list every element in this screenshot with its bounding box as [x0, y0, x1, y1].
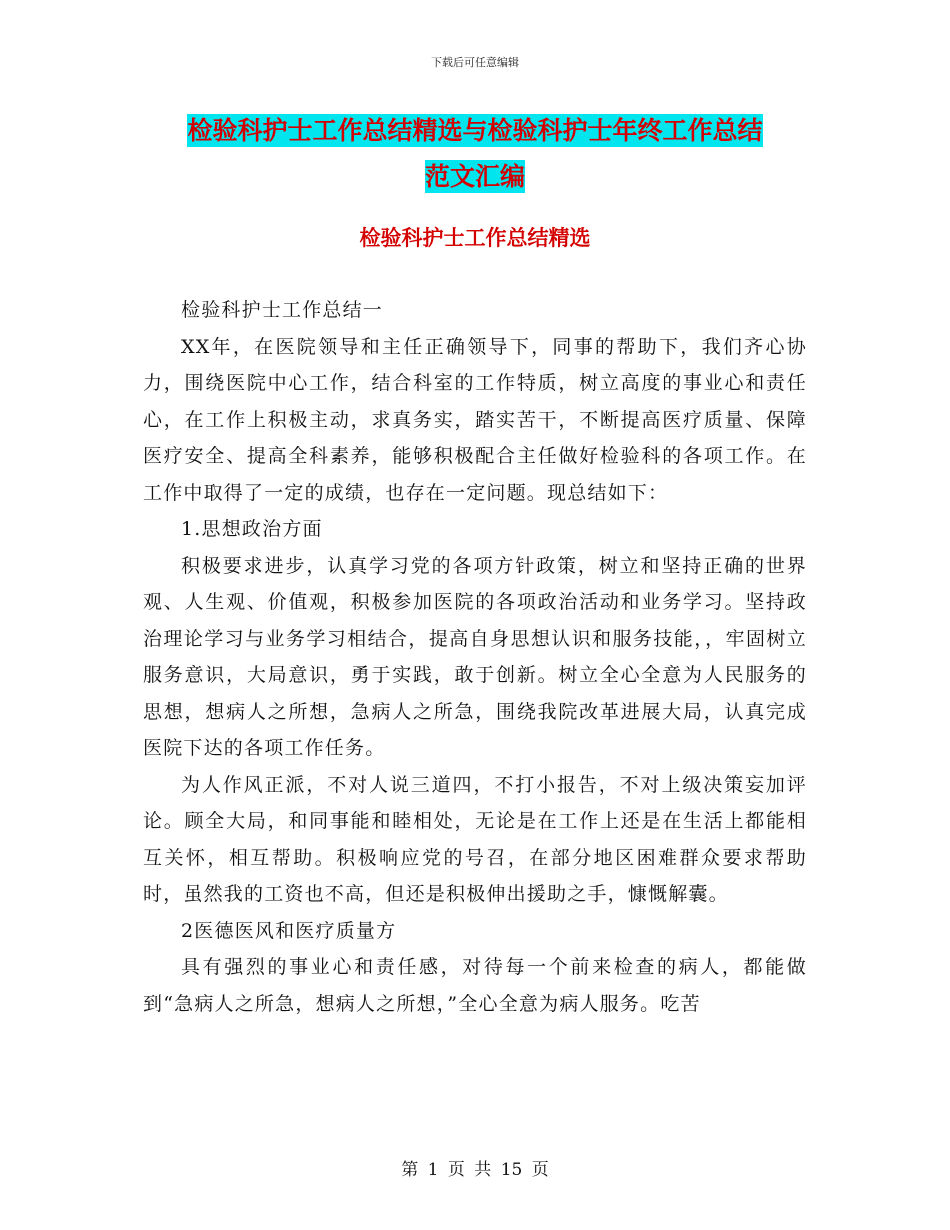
- paragraph: 具有强烈的事业心和责任感，对待每一个前来检查的病人，都能做到“急病人之所急，想病人之所想，”全心全意为病人服务。吃苦: [143, 956, 807, 1015]
- title-line-1: 检验科护士工作总结精选与检验科护士年终工作总结: [187, 116, 763, 145]
- paragraph: 为人作风正派，不对人说三道四，不打小报告，不对上级决策妄加评论。顾全大局，和同事能和睦相处，无论是在工作上还是在生活上都能相互关怀，相互帮助。积极响应党的号召，在部分地区困难群众要求帮助时，虽然我的工资也不高，但还是积极伸出援助之手，慷慨解囊。: [143, 773, 807, 905]
- page-footer: 第 1 页 共 15 页: [401, 1160, 549, 1180]
- document-title: [0, 108, 950, 200]
- paragraph: 1.思想政治方面: [181, 518, 323, 540]
- body-text: [143, 292, 807, 1022]
- title-line-2: 范文汇编: [424, 162, 525, 191]
- paragraph: 2医德医风和医疗质量方: [181, 919, 397, 942]
- section-title: 检验科护士工作总结精选: [359, 226, 591, 250]
- paragraph: XX年，在医院领导和主任正确领导下，同事的帮助下，我们齐心协力，围绕医院中心工作，结合科室的工作特质，树立高度的事业心和责任心，在工作上积极主动，求真务实，踏实苦干，不断提高医疗质量、保障医疗安全、提高全科素养，能够积极配合主任做好检验科的各项工作。在工作中取得了一定的成绩，也存在一定问题。现总结如下：: [143, 335, 807, 504]
- paragraph: 积极要求进步，认真学习党的各项方针政策，树立和坚持正确的世界观、人生观、价值观，积极参加医院的各项政治活动和业务学习。坚持政治理论学习与业务学习相结合，提高自身思想认识和服务技能，，牢固树立服务意识，大局意识，勇于实践，敢于创新。树立全心全意为人民服务的思想，想病人之所想，急病人之所急，围绕我院改革进展大局，认真完成医院下达的各项工作任务。: [143, 554, 807, 759]
- header-note: 下载后可任意编辑: [431, 56, 519, 69]
- paragraph: 检验科护士工作总结一: [181, 299, 384, 321]
